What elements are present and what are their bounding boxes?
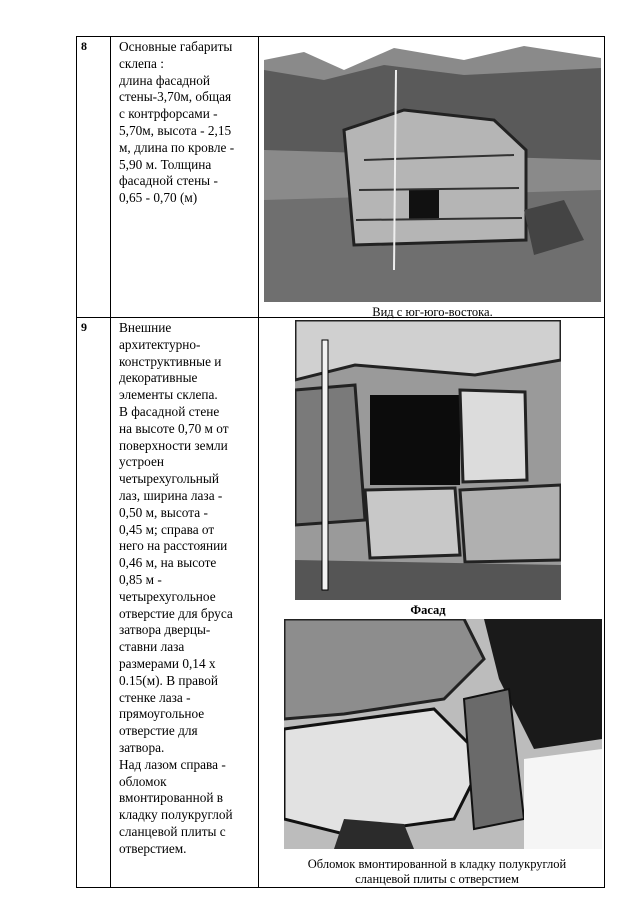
facade-photo: [295, 320, 561, 600]
photo-caption: Вид с юг-юго-востока.: [372, 305, 493, 319]
document-table: [76, 36, 605, 888]
row-number: 8: [81, 39, 87, 53]
photo-caption: Обломок вмонтированной в кладку полукруглой сланцевой плиты с отверстием: [307, 857, 567, 886]
photo-caption: Фасад: [410, 603, 446, 617]
column-divider: [110, 37, 111, 887]
row-description: Основные габариты склепа : длина фасадной стены-3,70м, общая с контрфорсами - 5,70м, высота - 2,15 м, длина по кровле - 5,90 м. Толщина фасадной стены - 0,65 - 0,70 (м): [119, 39, 235, 206]
slab-fragment-photo: [284, 619, 602, 849]
row-description: Внешние архитектурно- конструктивные и декоративные элементы склепа. В фасадной стене на высоте 0,70 м от поверхности земли устроен четырехугольный лаз, ширина лаза - 0,50 м, высота - 0,45 м; справа от него на расстоянии 0,46 м, на высоте 0,85 м - четырехугольное отверстие для бруса затвора дверцы- ставни лаза размерами 0,14 х 0.15(м). В правой стенке лаза - прямоугольное отверстие для затвора. Над лазом справа - обломок вмонтированной в кладку полукруглой сланцевой плиты с отверстием.: [119, 320, 233, 856]
column-divider: [258, 37, 259, 887]
crypt-photo-south-view: [264, 40, 601, 302]
row-number: 9: [81, 320, 87, 334]
